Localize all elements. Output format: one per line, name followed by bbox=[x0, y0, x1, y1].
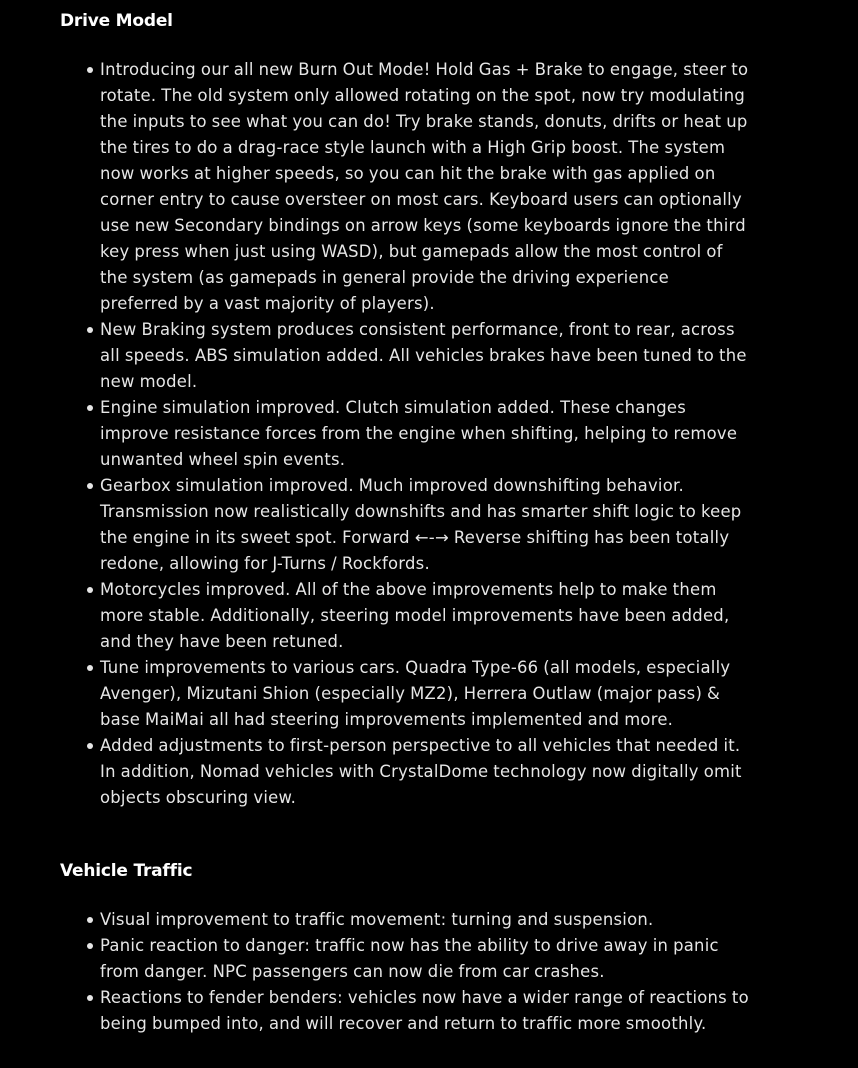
vehicle-traffic-list bbox=[60, 907, 750, 1037]
bullet-icon bbox=[87, 917, 93, 923]
list-item-text: Reactions to fender benders: vehicles now have a wider range of reactions to being bumped into, and will recover and return to traffic more smoothly. bbox=[100, 988, 749, 1033]
list-item bbox=[60, 733, 750, 811]
list-item-text: Panic reaction to danger: traffic now has the ability to drive away in panic from danger. NPC passengers can now die from car crashes. bbox=[100, 936, 719, 981]
bullet-icon bbox=[87, 587, 93, 593]
section-title-vehicle-traffic: Vehicle Traffic bbox=[60, 861, 193, 881]
list-item-text: Visual improvement to traffic movement: turning and suspension. bbox=[100, 910, 654, 929]
section-drive-model bbox=[60, 8, 800, 807]
bullet-icon bbox=[87, 67, 93, 73]
section-vehicle-traffic bbox=[60, 858, 800, 1033]
list-item-text: Motorcycles improved. All of the above improvements help to make them more stable. Additionally, steering model improvements have been added, and they have been retuned. bbox=[100, 580, 730, 651]
list-item-text: Introducing our all new Burn Out Mode! Hold Gas + Brake to engage, steer to rotate. The old system only allowed rotating on the spot, now try modulating the inputs to see what you can do! Try brake stands, donuts, drifts or heat up the tires to do a drag-race style launch with a High Grip boost. The system now works at higher speeds, so you can hit the brake with gas applied on corner entry to cause oversteer on most cars. Keyboard users can optionally use new Secondary bindings on arrow keys (some keyboards ignore the third key press when just using WASD), but gamepads allow the most control of the system (as gamepads in general provide the driving experience preferred by a vast majority of players). bbox=[100, 60, 749, 313]
bullet-icon bbox=[87, 743, 93, 749]
bullet-icon bbox=[87, 665, 93, 671]
bullet-icon bbox=[87, 327, 93, 333]
bullet-icon bbox=[87, 483, 93, 489]
list-item bbox=[60, 985, 750, 1037]
section-title-drive-model: Drive Model bbox=[60, 11, 173, 31]
list-item bbox=[60, 577, 750, 655]
list-item bbox=[60, 317, 750, 395]
list-item-text: Engine simulation improved. Clutch simulation added. These changes improve resistance forces from the engine when shifting, helping to remove unwanted wheel spin events. bbox=[100, 398, 738, 469]
list-item bbox=[60, 655, 750, 733]
list-item bbox=[60, 57, 750, 317]
list-item-text: New Braking system produces consistent performance, front to rear, across all speeds. ABS simulation added. All vehicles brakes have been tuned to the new model. bbox=[100, 320, 747, 391]
list-item-text: Tune improvements to various cars. Quadra Type-66 (all models, especially Avenger), Mizutani Shion (especially MZ2), Herrera Outlaw (major pass) & base MaiMai all had steering improvements implemented and more. bbox=[100, 658, 731, 729]
bullet-icon bbox=[87, 995, 93, 1001]
drive-model-list bbox=[60, 57, 750, 811]
list-item bbox=[60, 395, 750, 473]
list-item-text: Added adjustments to first-person perspective to all vehicles that needed it. In addition, Nomad vehicles with CrystalDome technology now digitally omit objects obscuring view. bbox=[100, 736, 742, 807]
list-item bbox=[60, 473, 750, 577]
list-item bbox=[60, 933, 750, 985]
bullet-icon bbox=[87, 405, 93, 411]
list-item-text: Gearbox simulation improved. Much improved downshifting behavior. Transmission now realistically downshifts and has smarter shift logic to keep the engine in its sweet spot. Forward ←-→ Reverse shifting has been totally redone, allowing for J-Turns / Rockfords. bbox=[100, 476, 742, 573]
list-item bbox=[60, 907, 750, 933]
bullet-icon bbox=[87, 943, 93, 949]
